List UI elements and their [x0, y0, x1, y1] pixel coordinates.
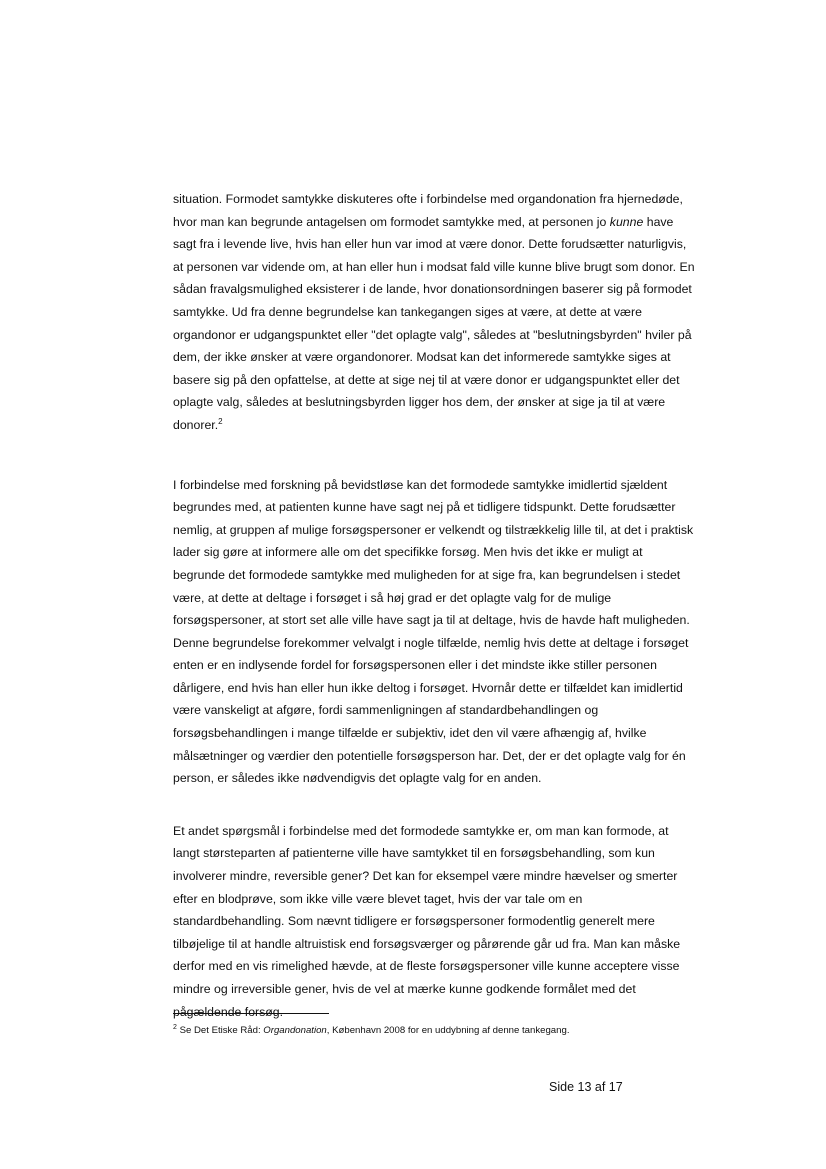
text-line: forsøgsbehandlingen i mange tilfælde er subjektiv, idet den vil være afhængig af, hvilke — [173, 726, 647, 741]
text-line: Denne begrundelse forekommer velvalgt i nogle tilfælde, nemlig hvis dette at deltage i forsøget — [173, 635, 689, 650]
footnote — [173, 1025, 569, 1036]
text-line: person, er således ikke nødvendigvis det oplagte valg for en anden. — [173, 771, 542, 786]
paragraph-1 — [173, 188, 695, 437]
text-line: oplagte valg, således at beslutningsbyrden ligger hos dem, der ønsker at sige ja til at være — [173, 395, 666, 410]
text-line: hvor man kan begrunde antagelsen om formodet samtykke med, at personen jo kunne have — [173, 214, 674, 229]
page-number: Side 13 af 17 — [549, 1080, 623, 1094]
footnote-separator — [173, 1013, 329, 1014]
text-line: dem, der ikke ønsker at være organdonorer. Modsat kan det informerede samtykke siges at — [173, 350, 671, 365]
text-line: tilbøjelige til at handle altruistisk end forsøgsværger og pårørende går ud fra. Man kan måske — [173, 936, 681, 951]
text-line: I forbindelse med forskning på bevidstløse kan det formodede samtykke imidlertid sjældent — [173, 477, 668, 492]
footnote-marker: 2 — [173, 1023, 177, 1031]
text-line: begrundes med, at patienten kunne have sagt nej på et tidligere tidspunkt. Dette forudsætter — [173, 500, 676, 515]
text-line: efter en blodprøve, som ikke ville være blevet taget, hvis der var tale om en — [173, 891, 583, 906]
text-line: at personen var vidende om, at han eller hun i modsat fald ville kunne blive brugt som donor. En — [173, 259, 695, 274]
text-line: enten er en indlysende fordel for forsøgspersonen eller i det mindste ikke stiller personen — [173, 658, 657, 673]
paragraph-2 — [173, 474, 694, 790]
text-line: langt størsteparten af patienterne ville have samtykket til en forsøgsbehandling, som kun — [173, 846, 655, 861]
body-text — [173, 188, 695, 1023]
text-line: forsøgspersoner, at stort set alle ville have sagt ja til at deltage, hvis de havde haft muligheden. — [173, 613, 690, 628]
text-line: begrunde det formodede samtykke med muligheden for at sige fra, kan begrundelsen i stedet — [173, 567, 681, 582]
text-line: sådan fravalgsmulighed eksisterer i de lande, hvor donationsordningen baserer sig på formodet — [173, 282, 692, 297]
footnote-reference: 2 — [218, 416, 223, 426]
text-line: være vanskeligt at afgøre, fordi sammenligningen af standardbehandlingen og — [173, 703, 599, 718]
text-line: Et andet spørgsmål i forbindelse med det formodede samtykke er, om man kan formode, at — [173, 823, 669, 838]
text-line: mindre og irreversible gener, hvis de vel at mærke kunne godkende formålet med det — [173, 982, 636, 996]
text-line: involverer mindre, reversible gener? Det kan for eksempel være mindre hævelser og smerter — [173, 869, 678, 884]
text-line: situation. Formodet samtykke diskuteres ofte i forbindelse med organdonation fra hjernedøde, — [173, 192, 683, 206]
footnote-title: Organdonation — [263, 1025, 327, 1036]
footnote-suffix: , København 2008 for en uddybning af denne tankegang. — [326, 1025, 570, 1036]
footnote-prefix: Se Det Etiske Råd: — [176, 1025, 264, 1036]
text-line: samtykke. Ud fra denne begrundelse kan tankegangen siges at være, at dette at være — [173, 304, 642, 319]
text-line: standardbehandling. Som nævnt tidligere er forsøgspersoner formodentlig generelt mere — [173, 914, 655, 929]
text-line: donorer.$^2$ — [173, 416, 223, 432]
text-line: lader sig gøre at informere alle om det specifikke forsøg. Men hvis det ikke er muligt at — [173, 545, 643, 560]
text-line: basere sig på den opfattelse, at dette at sige nej til at være donor er udgangspunktet eller det — [173, 372, 680, 387]
text-line: derfor med en vis rimelighed hævde, at de fleste forsøgspersoner ville kunne acceptere visse — [173, 959, 680, 974]
text-line: pågældende forsøg. — [173, 1004, 284, 1019]
text-line: dårligere, end hvis han eller hun ikke deltog i forsøget. Hvornår dette er tilfældet kan imidlertid — [173, 680, 683, 695]
text-line: være, at dette at deltage i forsøget i så høj grad er det oplagte valg for de mulige — [173, 590, 612, 605]
text-line: sagt fra i levende live, hvis han eller hun var imod at være donor. Dette forudsætter naturligvis, — [173, 237, 687, 252]
text-line: nemlig, at gruppen af mulige forsøgspersoner er velkendt og tilstrækkelig lille til, at det i praktisk — [173, 522, 694, 537]
paragraph-3 — [173, 820, 681, 1023]
text-line: målsætninger og værdier den potentielle forsøgsperson har. Det, der er det oplagte valg for én — [173, 748, 686, 763]
text-line: organdonor er udgangspunktet eller "det oplagte valg", således at "beslutningsbyrden" hviler på — [173, 327, 692, 342]
